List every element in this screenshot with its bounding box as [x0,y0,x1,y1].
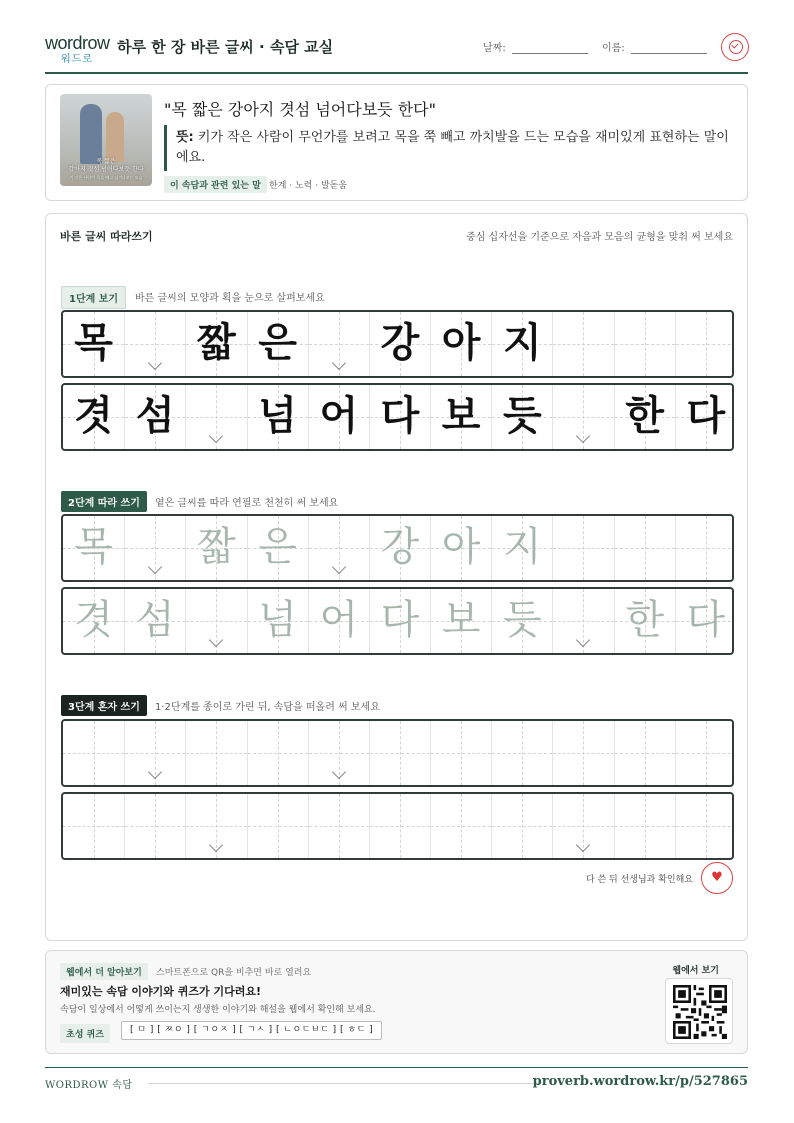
grid-character: 넘 [258,597,297,643]
grid-cell[interactable] [185,516,246,580]
grid-character: 다 [380,393,420,439]
grid-character: 어 [319,597,359,643]
step1-chip: 1단계 보기 [61,286,126,309]
grid-cell [430,385,491,449]
grid-character: 섬 [135,393,175,439]
grid-character: 목 [74,524,113,570]
space-mark-icon [148,560,162,574]
grid-cell[interactable] [63,516,124,580]
practice-note: 중심 십자선을 기준으로 자음과 모음의 균형을 맞춰 써 보세요 [466,232,733,243]
grid-cell [369,312,430,376]
grid-cell [491,385,552,449]
grid-character: 겻 [74,597,113,643]
grid-cell[interactable] [308,794,369,858]
grid-cell[interactable] [614,589,675,653]
grid-cell[interactable] [63,721,124,785]
space-mark-icon [148,356,162,370]
grid-cell[interactable] [430,721,491,785]
grid-character: 목 [74,320,113,366]
heart-stamp-icon [701,862,733,894]
step3-row-1[interactable] [61,719,734,787]
space-mark-icon [576,633,590,647]
grid-cell[interactable] [369,721,430,785]
name-field[interactable] [631,53,707,54]
grid-cell [185,385,246,449]
grid-character: 지 [502,320,542,366]
grid-cell[interactable] [247,589,308,653]
grid-cell [614,385,675,449]
grid-cell[interactable] [675,794,734,858]
grid-cell[interactable] [308,589,369,653]
grid-cell[interactable] [124,794,185,858]
grid-cell[interactable] [675,589,734,653]
grid-cell [124,385,185,449]
grid-character: 짧 [197,320,236,366]
step3-desc: 1·2단계를 종이로 가린 뒤, 속담을 떠올려 써 보세요 [155,702,380,713]
space-mark-icon [148,765,162,779]
grid-cell[interactable] [124,721,185,785]
grid-cell [614,312,675,376]
check-stamp-icon [721,33,749,61]
grid-character: 한 [625,393,664,439]
page-header [45,30,748,74]
grid-cell [675,312,734,376]
grid-cell [369,385,430,449]
space-mark-icon [332,560,346,574]
grid-cell [430,312,491,376]
grid-cell[interactable] [614,721,675,785]
meaning-accent-bar [164,125,167,171]
step1-desc: 바른 글씨의 모양과 획을 눈으로 살펴보세요 [135,293,325,304]
grid-character: 은 [258,320,297,366]
space-mark-icon [576,429,590,443]
grid-cell [185,312,246,376]
space-mark-icon [332,356,346,370]
proverb-quote: "목 짧은 강아지 겻섬 넘어다보듯 한다" [164,100,436,119]
footer-divider [45,1067,748,1068]
illustration-caption-2: 강아지 겻섬 넘어다보듯 한다 [68,166,144,173]
proverb-meaning [176,128,736,168]
grid-cell[interactable] [552,589,613,653]
proverb-card [45,84,748,201]
grid-cell[interactable] [185,589,246,653]
grid-cell[interactable] [491,516,552,580]
grid-character: 듯 [502,393,542,439]
grid-cell[interactable] [247,794,308,858]
grid-character: 어 [319,393,359,439]
grid-cell[interactable] [247,516,308,580]
grid-character: 겻 [74,393,113,439]
step2-chip: 2단계 따라 쓰기 [61,491,147,512]
meaning-label: 뜻: [176,130,194,145]
related-words: 한계 · 노력 · 발돋움 [269,181,348,191]
practice-title: 바른 글씨 따라쓰기 [60,230,153,243]
grid-cell[interactable] [185,794,246,858]
step2-row-1[interactable] [61,514,734,582]
step3-chip: 3단계 혼자 쓰기 [61,695,147,716]
grid-cell[interactable] [552,721,613,785]
space-mark-icon [576,838,590,852]
grid-cell[interactable] [675,721,734,785]
space-mark-icon [209,429,223,443]
grid-cell[interactable] [63,794,124,858]
grid-character: 다 [686,597,726,643]
web-subtext: 속담이 일상에서 어떻게 쓰이는지 생생한 이야기와 해설을 웹에서 확인해 보세요. [60,1005,376,1015]
grid-cell[interactable] [552,794,613,858]
grid-cell[interactable] [369,589,430,653]
grid-cell[interactable] [552,516,613,580]
related-label: 이 속담과 관련 있는 말 [164,176,267,193]
logo [45,33,110,65]
grid-character: 섬 [135,597,175,643]
grid-cell[interactable] [185,721,246,785]
meaning-text: 키가 작은 사람이 무언가를 보려고 목을 쭉 빼고 까치발을 드는 모습을 재미있게 표현하는 말이에요. [176,130,729,165]
space-mark-icon [332,765,346,779]
grid-cell[interactable] [124,516,185,580]
space-mark-icon [209,633,223,647]
grid-cell[interactable] [430,516,491,580]
grid-character: 아 [441,524,481,570]
grid-cell[interactable] [491,794,552,858]
grid-cell [63,312,124,376]
proverb-illustration [60,94,152,186]
grid-character: 강 [380,320,420,366]
illustration-caption-1: 목 짧은 [96,158,116,165]
grid-cell [552,312,613,376]
grid-character: 지 [502,524,542,570]
grid-cell[interactable] [308,721,369,785]
grid-cell [124,312,185,376]
web-chip: 웹에서 더 알아보기 [60,963,148,980]
web-card [45,950,748,1054]
grid-cell[interactable] [491,589,552,653]
logo-subtext: 워드로 [61,54,93,65]
footer-url[interactable]: proverb.wordrow.kr/p/527865 [532,1074,748,1089]
step1-row-1 [61,310,734,378]
grid-character: 아 [441,320,481,366]
grid-character: 짧 [197,524,236,570]
grid-cell [63,385,124,449]
grid-cell [675,385,734,449]
grid-cell[interactable] [614,794,675,858]
grid-character: 다 [380,597,420,643]
step3-row-2[interactable] [61,792,734,860]
grid-cell [308,385,369,449]
teacher-check-note: 다 쓴 뒤 선생님과 확인해요 [585,875,693,885]
grid-cell[interactable] [430,589,491,653]
grid-character: 한 [625,597,664,643]
step1-row-2 [61,383,734,451]
grid-character: 보 [441,393,481,439]
grid-character: 강 [380,524,420,570]
qr-code-icon [673,985,727,1039]
quiz-label: 초성 퀴즈 [60,1024,110,1043]
grid-cell[interactable] [247,721,308,785]
grid-character: 보 [441,597,481,643]
grid-cell [552,385,613,449]
name-label: 이름: [602,43,625,54]
grid-character: 은 [258,524,297,570]
grid-cell[interactable] [308,516,369,580]
grid-cell [247,312,308,376]
illustration-caption-3: 키 작은 사람이 목을 빼고 넘겨다보는 모습 [69,175,143,180]
grid-character: 넘 [258,393,297,439]
grid-cell[interactable] [614,516,675,580]
grid-cell [308,312,369,376]
logo-text: wordrow [45,33,110,53]
footer-brand: WORDROW 속담 [45,1080,133,1091]
grid-cell[interactable] [430,794,491,858]
footer-rule [148,1083,538,1084]
grid-character: 다 [686,393,726,439]
space-mark-icon [209,838,223,852]
step2-row-2[interactable] [61,587,734,655]
grid-cell[interactable] [369,794,430,858]
date-label: 날짜: [483,43,506,54]
practice-card [45,213,748,941]
step2-desc: 옅은 글씨를 따라 연필로 천천히 써 보세요 [155,498,339,509]
grid-cell[interactable] [675,516,734,580]
grid-cell[interactable] [491,721,552,785]
qr-code[interactable] [665,978,733,1044]
grid-cell[interactable] [63,589,124,653]
chosung-quiz: [ ㅁ ] [ ㅉㅇ ] [ ㄱㅇㅈ ] [ ㄱㅅ ] [ ㄴㅇㄷㅂㄷ ] [ ㅎㄷ ] [121,1021,382,1040]
qr-label: 웹에서 보기 [672,966,719,976]
grid-cell[interactable] [369,516,430,580]
date-field[interactable] [512,53,588,54]
web-heading: 재미있는 속담 이야기와 퀴즈가 기다려요! [60,985,261,998]
grid-cell [247,385,308,449]
grid-cell [491,312,552,376]
grid-character: 듯 [502,597,542,643]
web-hint: 스마트폰으로 QR을 비추면 바로 열려요 [156,968,312,978]
page-title: 하루 한 장 바른 글씨 · 속담 교실 [117,38,334,56]
grid-cell[interactable] [124,589,185,653]
